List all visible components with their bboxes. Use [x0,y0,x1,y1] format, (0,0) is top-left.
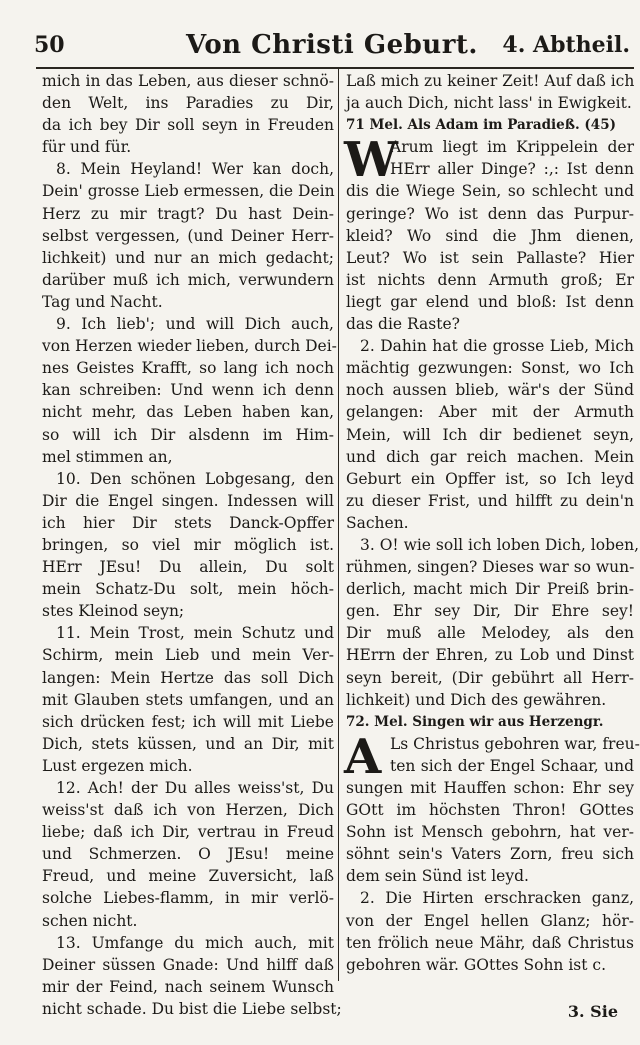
hymn-72-line: dem sein Sünd ist leyd. [346,867,529,886]
hymn-71-line: Leut? Wo ist sein Pallaste? Hier [346,248,634,267]
left-text-line: 11. Mein Trost, mein Schutz und [56,624,334,643]
left-text-line: Dir die Engel singen. Indessen will [42,491,334,510]
hymn-72-line: GOtt im höchsten Thron! GOttes [346,801,634,820]
left-text-line: 8. Mein Heyland! Wer kan doch, [56,160,334,179]
left-text-line: nicht mehr, das Leben haben kan, [42,403,334,422]
left-text-line: 13. Umfange du mich auch, mit [56,933,334,952]
hymn-71-line: und dich gar reich machen. Mein [346,447,634,466]
hymn-71-line: zu dieser Frist, und hilfft zu dein'n [346,491,634,510]
catchword: 3. Sie [567,1002,618,1021]
left-text-line: lichkeit) und nur an mich gedacht; [42,248,334,267]
hymn-72-line: Sohn ist Mensch gebohrn, hat ver- [346,823,634,842]
right-text-line: Laß mich zu keiner Zeit! Auf daß ich [346,72,635,90]
hymn-71-line: rühmen, singen? Dieses war so wun- [346,558,635,577]
left-text-line: mich in das Leben, aus dieser schnö- [42,72,334,90]
left-text-line: Schirm, mein Lieb und mein Ver- [42,646,334,665]
hymn-71-line: mächtig gezwungen: Sonst, wo Ich [346,359,634,378]
left-text-line: liebe; daß ich Dir, vertrau in Freud [42,823,334,842]
hymn-71-line: gelangen: Aber mit der Armuth [346,403,634,422]
left-text-line: darüber muß ich mich, verwundern [42,270,334,289]
column-divider [338,69,339,981]
hymn-71-line: Geburt ein Opffer ist, so Ich leyd [346,469,634,488]
hymn-71-line: HErrn der Ehren, zu Lob und Dinst [346,646,634,665]
hymn-71-line: dis die Wiege Sein, so schlecht und [346,182,634,201]
left-text-line: solche Liebes-flamm, in mir verlö- [42,889,334,908]
left-text-line: den Welt, ins Paradies zu Dir, [42,94,334,113]
left-column [42,70,342,1020]
left-text-line: mit Glauben stets umfangen, und an [42,690,334,709]
left-text-line: mel stimmen an, [42,447,173,466]
left-text-line: selbst vergessen, (und Deiner Herr- [42,226,334,245]
drop-cap: W [344,132,398,189]
hymn-71-line: liegt gar elend und bloß: Ist denn [346,292,634,311]
hymn-71-line: Dir muß alle Melodey, als den [346,624,634,643]
hymn-71-line: geringe? Wo ist denn das Purpur- [346,204,634,223]
left-text-line: Dein' grosse Lieb ermessen, die Dein [42,182,335,201]
hymn-71-line: HErr aller Dinge? :,: Ist denn [390,160,634,179]
hymn-71-line: noch aussen blieb, wär's der Sünd [346,381,634,400]
hymn-72-line: ten sich der Engel Schaar, und [390,756,634,775]
left-text-line: Deiner süssen Gnade: Und hilff daß [42,955,334,974]
hymn-72-line: 2. Die Hirten erschracken ganz, [360,889,634,908]
left-text-line: ich hier Dir stets Danck-Opffer [42,513,334,532]
page-number: 50 [34,32,65,58]
hymn-71-line: 3. O! wie soll ich loben Dich, loben, [360,535,640,554]
left-text-line: und Schmerzen. O JEsu! meine [42,845,334,864]
hymn-71-line: lichkeit) und Dich des gewähren. [346,690,607,709]
hymn-72-line: gebohren wär. GOttes Sohn ist c. [346,955,607,974]
hymn-72-heading: 72. Mel. Singen wir aus Herzengr. [346,713,604,730]
left-text-line: langen: Mein Hertze das soll Dich [42,668,334,687]
left-text-line: mein Schatz-Du solt, mein höch- [42,580,334,599]
section-label: 4. Abtheil. [502,32,630,58]
right-column [344,70,640,976]
left-text-line: mir der Feind, nach seinem Wunsch [42,977,334,996]
left-text-line: da ich bey Dir soll seyn in Freuden [42,116,334,135]
hymn-71-line: kleid? Wo sind die Jhm dienen, [346,226,634,245]
hymn-71-line: Sachen. [346,513,409,532]
hymn-72-line: söhnt sein's Vaters Zorn, freu sich [346,845,634,864]
hymn-71-line: seyn bereit, (Dir gebührt all Herr- [346,668,634,687]
left-text-line: Tag und Nacht. [42,292,163,311]
left-text-line: nicht schade. Du bist die Liebe selbst; [42,999,342,1018]
left-text-line: bringen, so viel mir möglich ist. [42,535,334,554]
hymn-71-line: das die Raste? [346,315,460,334]
left-text-line: HErr JEsu! Du allein, Du solt [42,558,334,577]
hymn-71-line: derlich, macht mich Dir Preiß brin- [346,580,634,599]
left-text-line: für und für. [42,138,132,157]
hymn-71-line: W Arum liegt im Krippelein der [344,132,634,189]
left-text-line: Lust ergezen mich. [42,756,193,775]
left-text-line: schen nicht. [42,911,138,930]
left-text-line: von Herzen wieder lieben, durch Dei- [42,337,337,356]
header-rule [36,67,634,69]
left-text-line: so will ich Dir alsdenn im Him- [42,425,334,444]
left-text-line: kan schreiben: Und wenn ich denn [42,381,334,400]
drop-cap: A [344,728,382,785]
left-text-line: stes Kleinod seyn; [42,602,185,621]
hymn-71-line: gen. Ehr sey Dir, Dir Ehre sey! [346,602,634,621]
hymn-71-line: Mein, will Ich dir bedienet seyn, [346,425,634,444]
left-text-line: 10. Den schönen Lobgesang, den [56,469,334,488]
left-text-line: sich drücken fest; ich will mit Liebe [42,712,334,731]
hymn-72-line: von der Engel hellen Glanz; hör- [346,911,634,930]
hymn-71-line: ist nichts denn Armuth groß; Er [346,270,634,289]
hymn-72-line: ten frölich neue Mähr, daß Christus [346,933,634,952]
right-text-line: ja auch Dich, nicht lass' in Ewigkeit. [346,94,632,113]
left-text-line: Herz zu mir tragt? Du hast Dein- [42,204,334,223]
hymn-72-line: A Ls Christus gebohren war, freu- [344,728,640,785]
left-text-line: Dich, stets küssen, und an Dir, mit [42,734,334,753]
hymn-71-heading: 71 Mel. Als Adam im Paradieß. (45) [346,117,616,134]
hymn-72-line: sungen mit Hauffen schon: Ehr sey [346,779,634,797]
page-header [30,26,634,66]
left-text-line: Freud, und meine Zuversicht, laß [42,867,334,886]
left-text-line: weiss'st daß ich von Herzen, Dich [42,801,334,820]
running-title: Von Christi Geburt. [186,30,478,60]
left-text-line: 12. Ach! der Du alles weiss'st, Du [56,779,334,797]
left-text-line: 9. Ich lieb'; und will Dich auch, [56,315,334,334]
hymn-71-line: 2. Dahin hat die grosse Lieb, Mich [360,337,634,356]
left-text-line: nes Geistes Krafft, so lang ich noch [42,359,334,378]
